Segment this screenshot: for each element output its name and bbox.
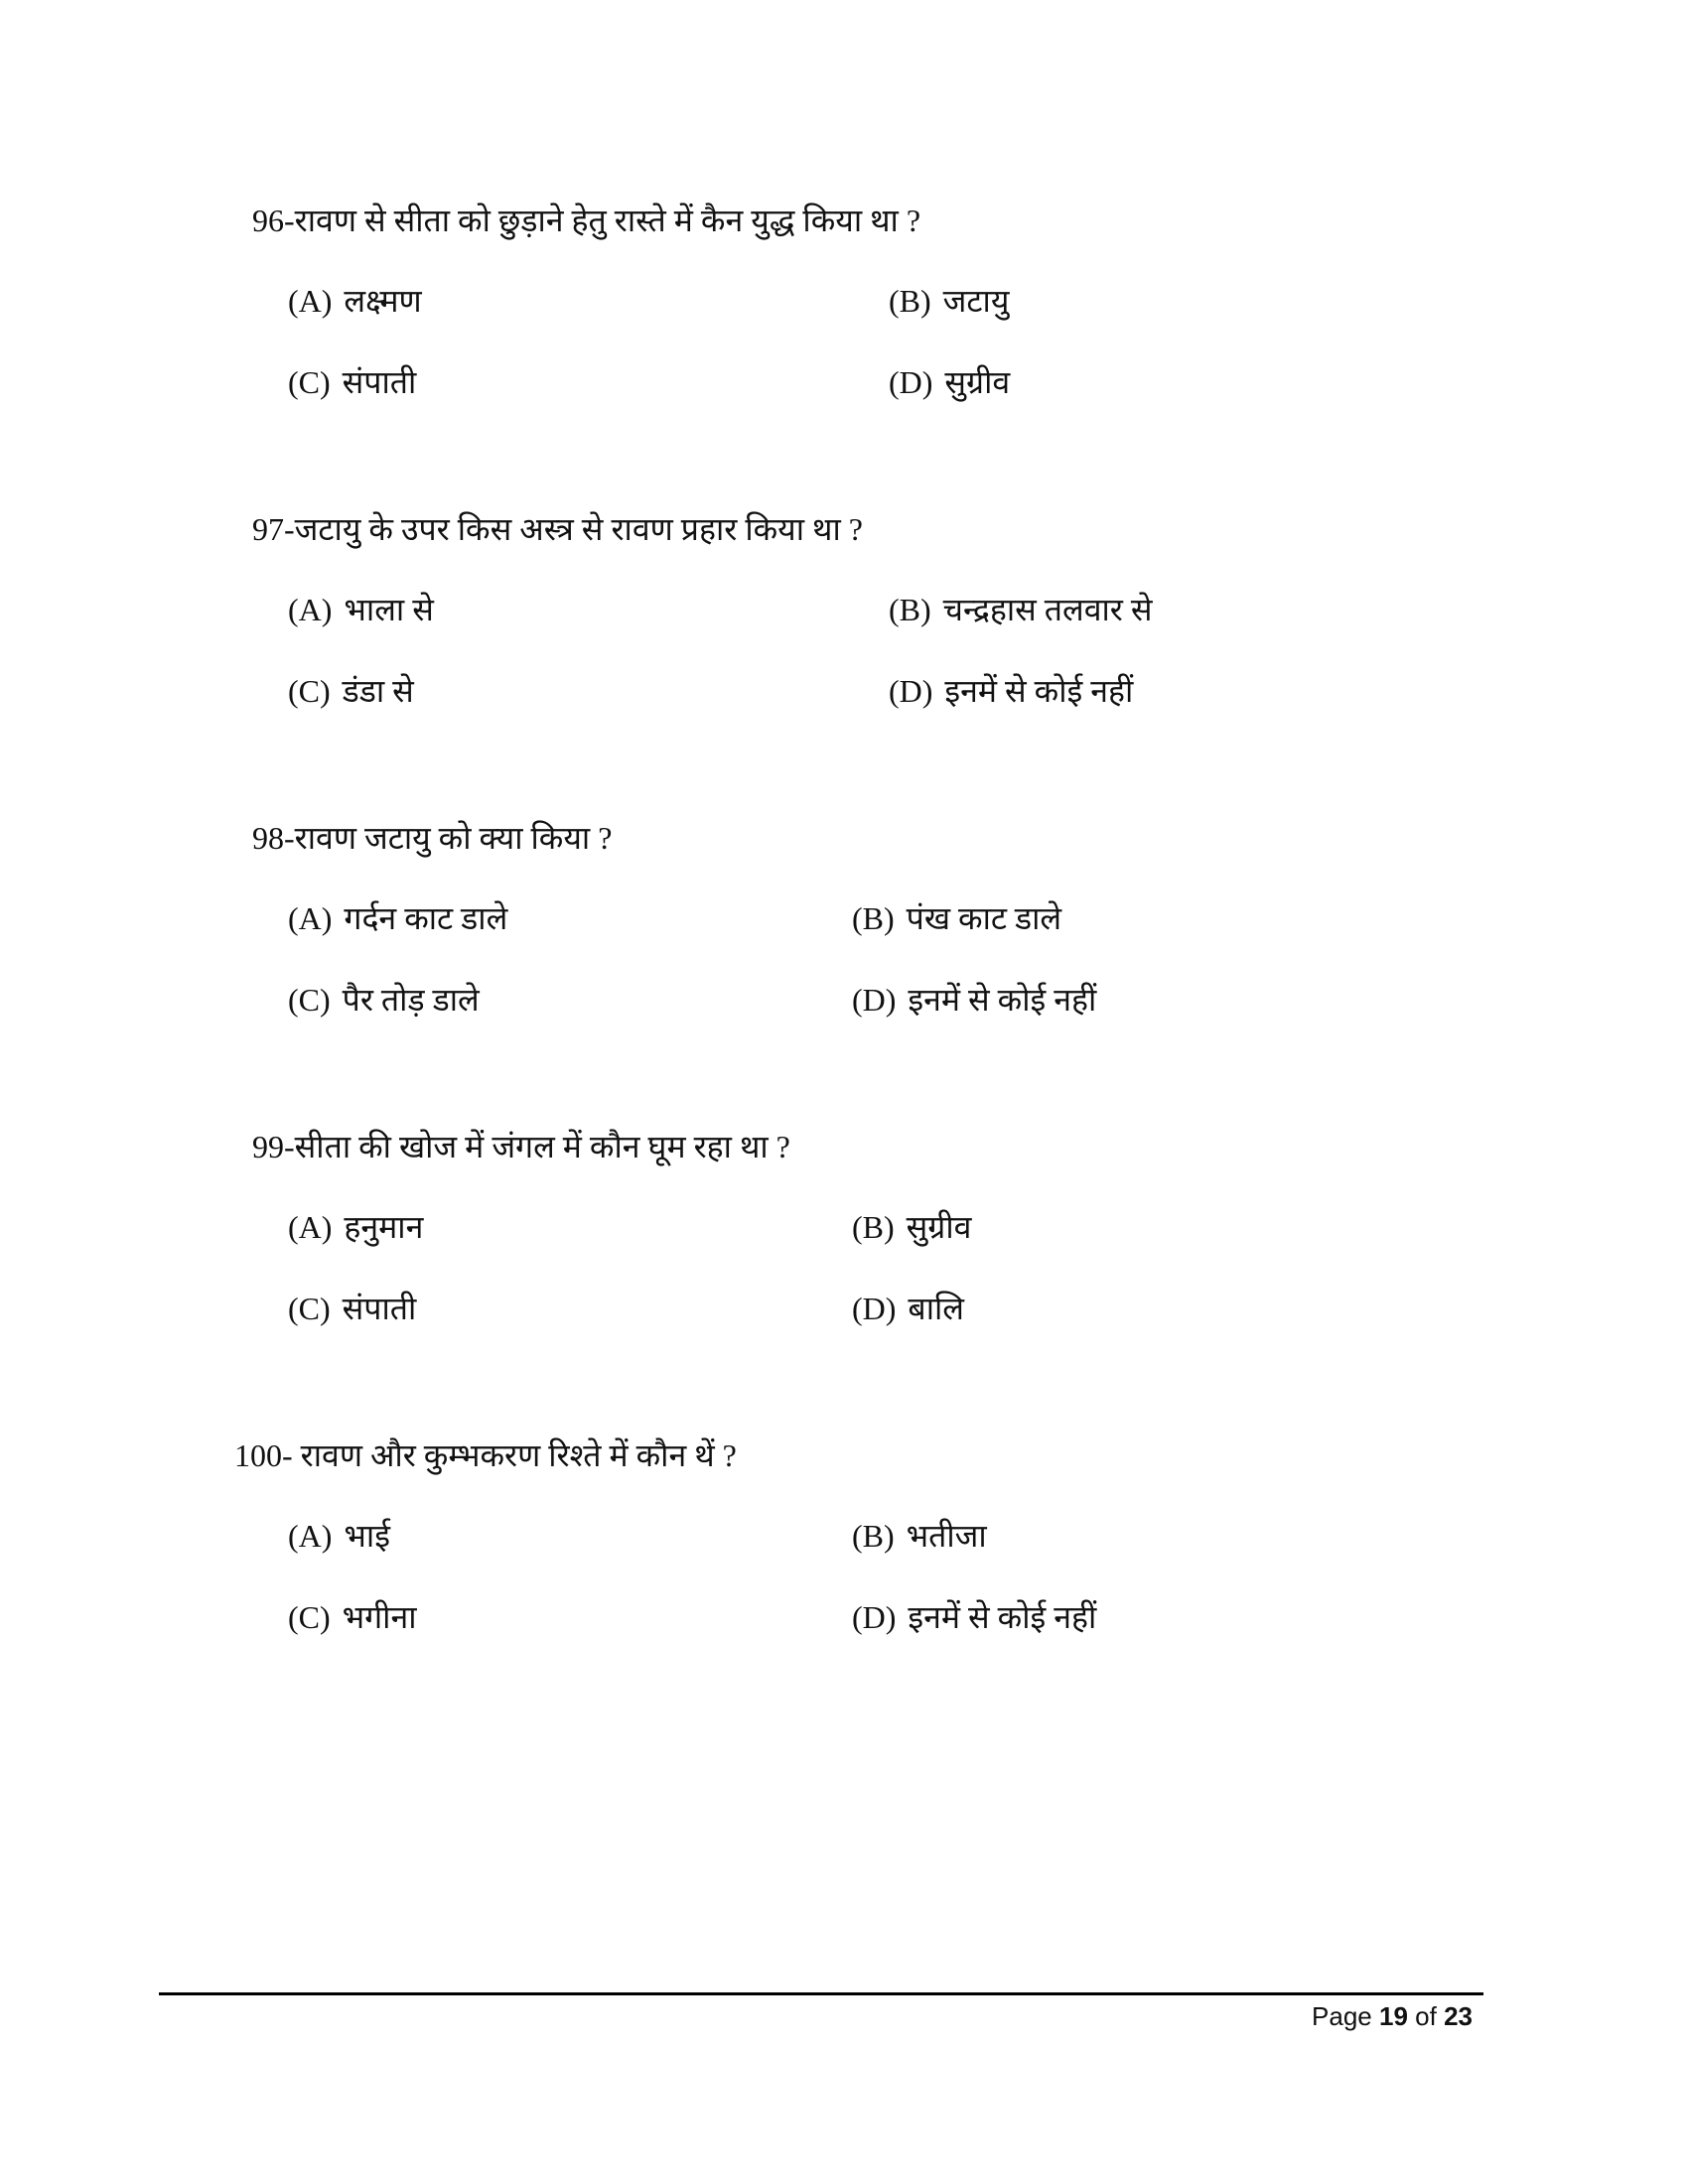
answer-option (288, 1516, 390, 1556)
total-pages: 23 (1444, 2001, 1473, 2031)
option-label: (C) (288, 364, 331, 400)
option-text: जटायु (942, 283, 1010, 319)
answer-option (288, 980, 480, 1020)
answer-option (889, 590, 1153, 629)
option-label: (D) (889, 673, 933, 709)
answer-option (288, 1207, 423, 1247)
option-text: भाला से (344, 592, 434, 627)
option-label: (B) (889, 283, 931, 319)
option-label: (C) (288, 1291, 331, 1326)
answer-option (852, 1516, 987, 1556)
question-text: 98-रावण जटायु को क्या किया ? (252, 820, 613, 856)
option-text: संपाती (342, 1291, 417, 1326)
option-text: भाई (344, 1518, 390, 1554)
answer-option (889, 281, 1009, 321)
answer-option (852, 898, 1061, 938)
option-label: (D) (852, 1291, 897, 1326)
option-label: (B) (852, 900, 895, 936)
option-text: सुग्रीव (906, 1209, 972, 1245)
answer-option (852, 1597, 1096, 1637)
option-label: (D) (852, 982, 897, 1018)
option-text: इनमें से कोई नहीं (908, 1599, 1097, 1635)
option-text: लक्ष्मण (344, 283, 422, 319)
answer-option (288, 1597, 417, 1637)
option-text: सुग्रीव (944, 364, 1011, 400)
option-label: (C) (288, 982, 331, 1018)
option-label: (D) (852, 1599, 897, 1635)
option-text: संपाती (342, 364, 417, 400)
option-label: (A) (288, 1209, 333, 1245)
question-text: 97-जटायु के उपर किस अस्त्र से रावण प्रहार किया था ? (252, 511, 863, 547)
answer-option (852, 980, 1096, 1020)
option-text: डंडा से (342, 673, 414, 709)
option-label: (B) (852, 1209, 895, 1245)
answer-option (288, 362, 416, 402)
answer-option (288, 281, 422, 321)
page-number (1312, 2001, 1473, 2032)
footer-divider (159, 1992, 1483, 1995)
page-prefix: Page (1312, 2001, 1372, 2031)
option-text: पैर तोड़ डाले (342, 982, 480, 1018)
current-page: 19 (1379, 2001, 1408, 2031)
option-label: (C) (288, 673, 331, 709)
answer-option (288, 671, 414, 711)
option-label: (C) (288, 1599, 331, 1635)
page-of: of (1415, 2001, 1437, 2031)
answer-option (852, 1289, 964, 1328)
answer-option (288, 590, 434, 629)
option-label: (D) (889, 364, 933, 400)
option-label: (B) (889, 592, 931, 627)
answer-option (889, 362, 1010, 402)
option-text: बालि (908, 1291, 964, 1326)
option-label: (A) (288, 900, 333, 936)
option-text: हनुमान (344, 1209, 424, 1245)
option-label: (A) (288, 592, 333, 627)
option-text: पंख काट डाले (906, 900, 1062, 936)
answer-option (288, 1289, 416, 1328)
answer-option (889, 671, 1133, 711)
option-text: भतीजा (906, 1518, 987, 1554)
option-text: इनमें से कोई नहीं (908, 982, 1097, 1018)
option-label: (A) (288, 1518, 333, 1554)
question-text: 100- रावण और कुम्भकरण रिश्ते में कौन थें ? (234, 1437, 737, 1473)
option-text: इनमें से कोई नहीं (944, 673, 1134, 709)
question-text: 99-सीता की खोज में जंगल में कौन घूम रहा था ? (252, 1129, 790, 1164)
option-text: गर्दन काट डाले (344, 900, 508, 936)
option-label: (A) (288, 283, 333, 319)
answer-option (288, 898, 507, 938)
question-text: 96-रावण से सीता को छुड़ाने हेतु रास्ते में कैन युद्ध किया था ? (252, 203, 921, 238)
answer-option (852, 1207, 971, 1247)
option-text: भगीना (342, 1599, 417, 1635)
option-text: चन्द्रहास तलवार से (942, 592, 1153, 627)
option-label: (B) (852, 1518, 895, 1554)
